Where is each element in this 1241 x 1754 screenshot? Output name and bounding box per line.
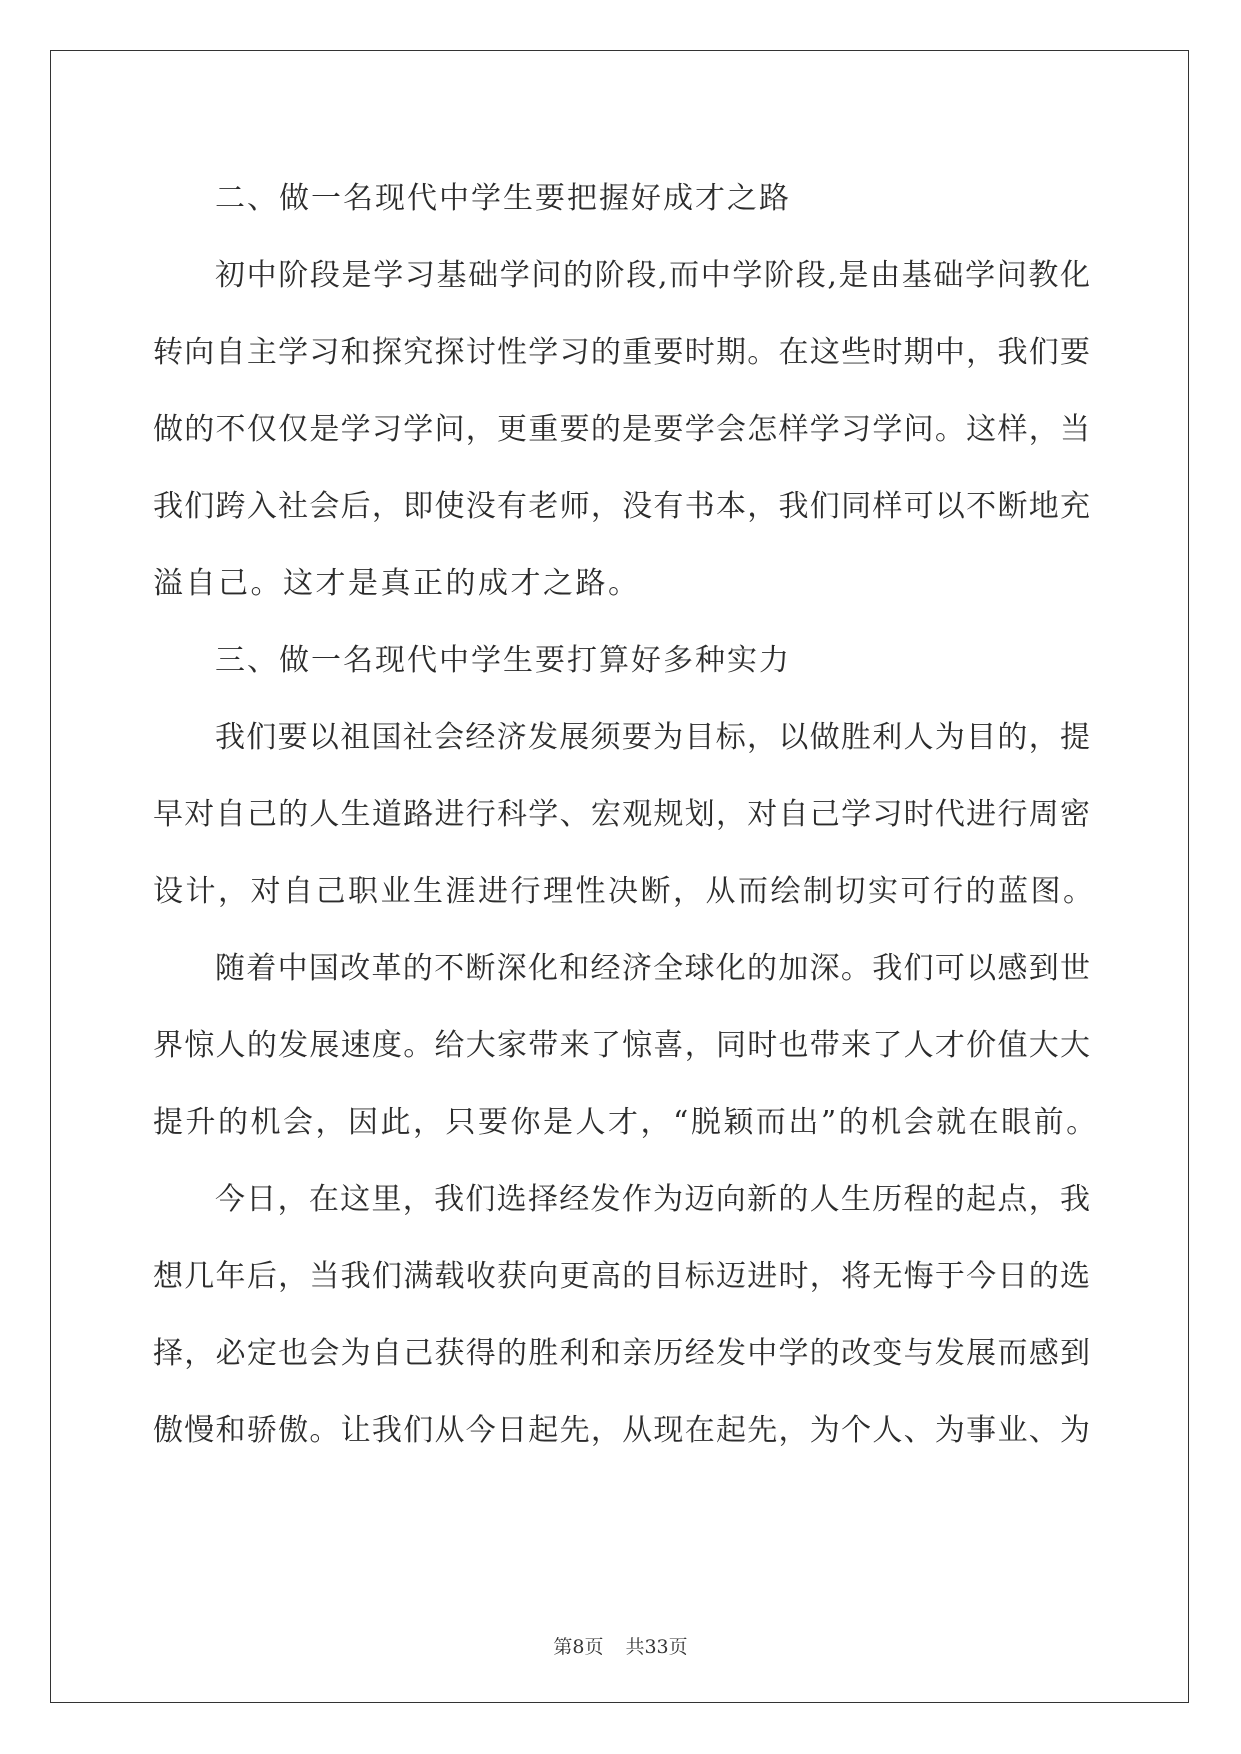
paragraph-line: 随着中国改革的不断深化和经济全球化的加深。我们可以感到世 <box>215 951 1090 986</box>
paragraph-line: 溢自己。这才是真正的成才之路。 <box>153 566 641 601</box>
paragraph-line: 转向自主学习和探究探讨性学习的重要时期。在这些时期中，我们要 <box>153 335 1090 370</box>
section-heading-3: 三、做一名现代中学生要打算好多种实力 <box>215 643 791 678</box>
paragraph-line: 想几年后，当我们满载收获向更高的目标迈进时，将无悔于今日的选 <box>153 1259 1090 1294</box>
page-total: 共33页 <box>625 1636 688 1658</box>
paragraph-line: 我们跨入社会后，即使没有老师，没有书本，我们同样可以不断地充 <box>153 489 1090 524</box>
page-footer <box>0 1632 1241 1659</box>
page-number: 第8页 <box>553 1636 604 1658</box>
paragraph-line: 今日，在这里，我们选择经发作为迈向新的人生历程的起点，我 <box>215 1182 1090 1217</box>
paragraph-line: 设计，对自己职业生涯进行理性决断，从而绘制切实可行的蓝图。 <box>153 874 1096 909</box>
paragraph-line: 初中阶段是学习基础学问的阶段,而中学阶段,是由基础学问教化 <box>215 258 1090 293</box>
paragraph-line: 我们要以祖国社会经济发展须要为目标，以做胜利人为目的，提 <box>215 720 1090 755</box>
section-heading-2: 二、做一名现代中学生要把握好成才之路 <box>215 181 791 216</box>
paragraph-line: 早对自己的人生道路进行科学、宏观规划，对自己学习时代进行周密 <box>153 797 1090 832</box>
paragraph-line: 界惊人的发展速度。给大家带来了惊喜，同时也带来了人才价值大大 <box>153 1028 1090 1063</box>
paragraph-line: 做的不仅仅是学习学问，更重要的是要学会怎样学习学问。这样，当 <box>153 412 1090 447</box>
paragraph-line: 提升的机会，因此，只要你是人才，“脱颖而出”的机会就在眼前。 <box>153 1105 1099 1140</box>
paragraph-line: 傲慢和骄傲。让我们从今日起先，从现在起先，为个人、为事业、为 <box>153 1413 1090 1448</box>
document-body <box>153 160 1099 1469</box>
paragraph-line: 择，必定也会为自己获得的胜利和亲历经发中学的改变与发展而感到 <box>153 1336 1090 1371</box>
